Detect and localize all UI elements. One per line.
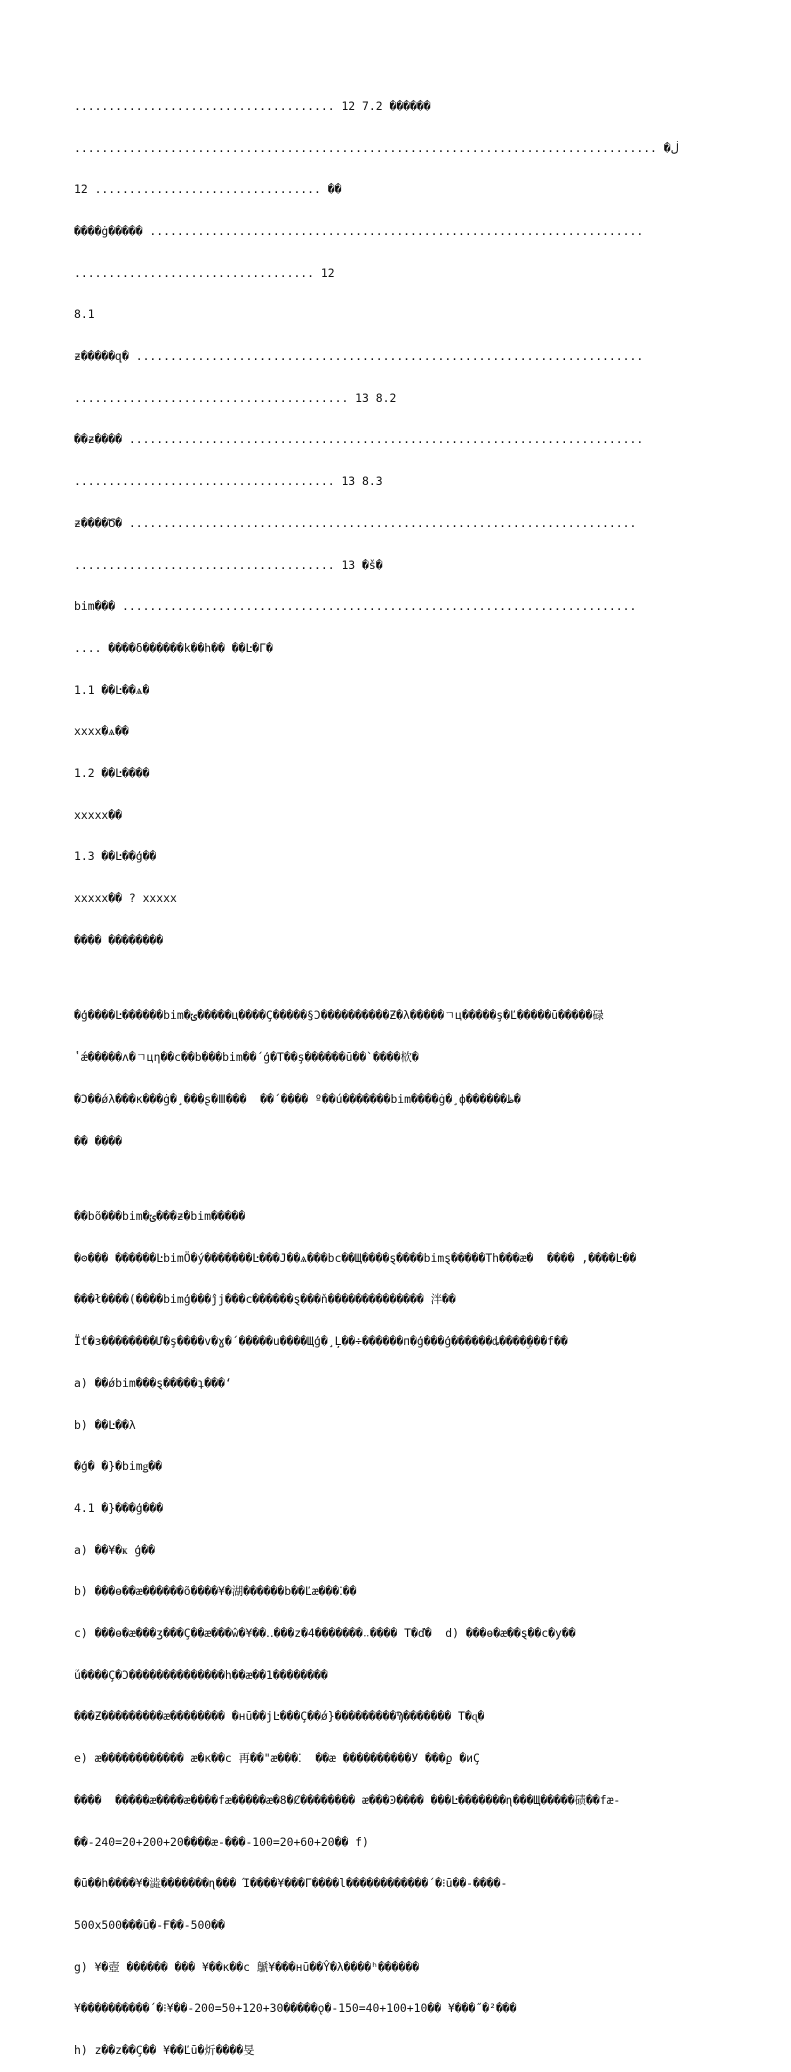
spacer (74, 1176, 724, 1182)
toc-line: ........................................ 13 8.2 (74, 390, 397, 405)
toc-line: ƶ����Ծ� .......................................................................... (74, 515, 637, 530)
toc-line: ...................................... 12 7.2 ������ (74, 98, 431, 113)
document-body (74, 72, 724, 2072)
list-item: c) ���ө�æ���ʒ���Ç��æ���ŵ�¥��‥���z�4�ؘ������‥���� T�ď� d) ���ө�æ��ȿ��c�у�� (74, 1626, 576, 1641)
subsection-heading: 1.1 ��Ŀ��ѧ� (74, 682, 150, 697)
section-heading: �� ���� (74, 1133, 123, 1148)
body-text: ¥����������΄�⁝¥��-200=50+120+30�����ǫ�-150=40+100+10�� ¥���˝�²��� (74, 2001, 517, 2016)
list-item: g) ¥�壺 ������ ��� ¥��к��c 鷈¥���нū��Ŷ�λ����ʰ������ (74, 1959, 420, 1974)
toc-line: ................................... 12 (74, 265, 335, 280)
toc-line: ...................................... 13 �š� (74, 557, 383, 572)
subsection-heading: 1.2 ��Ŀ���� (74, 766, 150, 781)
body-text: ��-240=20+200+20����æ-���-100=20+60+20�� f) (74, 1834, 369, 1849)
toc-line: ƶ�����զ� .......................................................................... (74, 349, 644, 364)
body-text: �ģ����Ŀ������bim�ݶ�����ц����Ç�����§Ͻ����������Ƶ�λ�����ㄱц�����ş�Ľ�����ū�����碌 (74, 1008, 604, 1023)
list-item: e) æ������������ æ�к��c 再��"æ���⁚ ��æ ����������У ���ϼ �иÇ (74, 1751, 480, 1766)
toc-line: bim��� ........................................................................... (74, 599, 637, 614)
toc-line: ��ƶ���� ........................................................................... (74, 432, 644, 447)
body-text: ���Ƶ���������æ�������� �нū��ϳĿ���Ç��ǿ}���������Ϡ����ؘ��� T�ɋ� (74, 1709, 485, 1724)
subsection-heading: 1.3 ��Ŀ��ģ�� (74, 849, 157, 864)
body-text: xxxxx�� (74, 807, 123, 822)
body-text: xxxxx�� ? xxxxx (74, 891, 177, 906)
list-item: b) ���ө��æ������õ����¥�湖������b��Ľæ���⁚�� (74, 1584, 357, 1599)
list-item: b) ��Ŀ��λ (74, 1417, 136, 1432)
body-text: 500x500���ū�-Ғ��-500�� (74, 1917, 225, 1932)
section-heading: �ģ� �}�bimǥ�� (74, 1459, 162, 1474)
toc-line: 8.1 (74, 307, 95, 322)
list-item: a) ��ǿbim���ȿ�����ʇ���ʻ (74, 1375, 232, 1390)
body-text: ��bõ���bim�ݶ���ƶ�bim����� (74, 1209, 246, 1224)
list-item: h) z��z��Ç�� ¥��Ľū�炘����旻 (74, 2043, 255, 2058)
toc-line: 12 ................................. �� (74, 182, 342, 197)
body-text: ʽǽ�����ʌ�ㄱцƞ��c��b���bim��´ģ�T��ş������ū��`����栨� (74, 1050, 419, 1065)
body-text: ���� �����æ����æ����fæ�����æ�8�Ȼ���ؘ����� ᴂ���Ͽ���� ���Ŀ�������ɳ���Щ�����碛��fæ- (74, 1792, 621, 1807)
list-item: a) ��¥�ҝ ģ�� (74, 1542, 155, 1557)
toc-line: ����ġ����� ........................................................................ (74, 223, 644, 238)
spacer (74, 976, 724, 982)
body-text: ���ł����(����bimģ���ĵj���c������ȿ���ň�������������� 泮�� (74, 1292, 456, 1307)
section-heading: .... ����δ������k��h�� ��Ŀ�Γ� (74, 640, 273, 655)
subsection-heading: 4.1 �}���ģ��� (74, 1500, 164, 1515)
toc-line: ...................................... 13 8.3 (74, 474, 383, 489)
body-text: �ʘ��� ������ĿbimÖ�ý�������Ŀ���J��ѧ���bc��Щ����ȿ����bimȿ�����Th���æ� ���� ,����Ŀ�� (74, 1250, 637, 1265)
body-text: �Ͻ��ǿλ���к���ġ�¸���ʂ�Ⅲ��� ��´���� º��ú�������bim����ġ�¸ф������ظ� (74, 1091, 521, 1106)
body-text: Ïť�з��������Ư�ş����v�ɣ�´�����u����Щģ�¸Ļ��÷������п�ģ���ģ������ȡ����ۣ���f�� (74, 1334, 568, 1349)
body-text: xxxx�ѧ�� (74, 724, 129, 739)
body-text: �ū��h����¥�澁�������ɳ��� Ί����¥���Γ����l������������΄�⁝ū��-����- (74, 1876, 508, 1891)
section-heading: ���� �������� (74, 932, 164, 947)
toc-line: ..................................................................................... �ڶ (74, 140, 679, 155)
body-text: ؘú����Ç�Ͻ��������������h��æ��1�������� (74, 1667, 328, 1682)
